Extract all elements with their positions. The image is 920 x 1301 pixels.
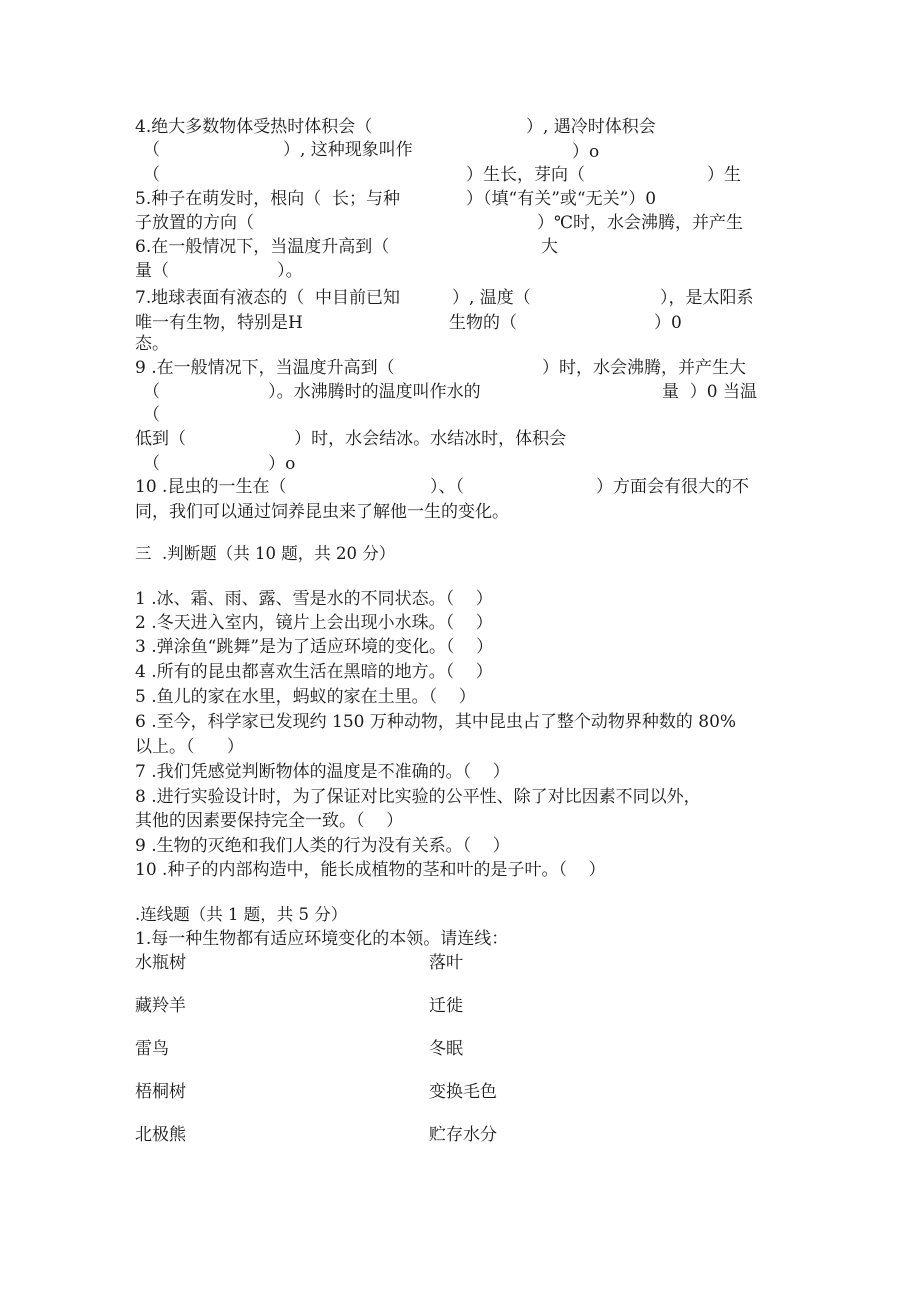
q5-line1-open: （ (143, 165, 160, 185)
q9-line1-text: 9 .在一般情况下，当温度升高到（ (135, 358, 395, 378)
q9-line5-text: （ ）o (143, 454, 296, 474)
q9-line2-text: （ ）。水沸腾时的温度叫作水的 (143, 382, 481, 402)
q7-line2-text: 唯一有生物，特别是H (135, 313, 303, 333)
judgment-heading: 三 .判断题（共 10 题，共 20 分） (135, 544, 396, 563)
q7-line2-end: ）0 (654, 313, 682, 333)
q5-line3-tail: ）℃时，水会沸腾，并产生 (537, 213, 744, 233)
matching-right-item: 贮存水分 (429, 1125, 497, 1145)
matching-left-item: 雷鸟 (135, 1039, 169, 1059)
q10-line1-end: ）方面会有很大的不 (596, 477, 749, 497)
q5-line2-tail: ）（填“有关”或“无关”）0 (466, 189, 657, 209)
q4-line1-text: 4.绝大多数物体受热时体积会（ (135, 117, 373, 137)
q5-line2-text: 5.种子在萌发时，根向（ 长；与种 (135, 189, 401, 209)
matching-left-item: 水瓶树 (135, 953, 186, 973)
matching-left-item: 梧桐树 (135, 1082, 186, 1102)
q6-line1-text: 6.在一般情况下，当温度升高到（ (135, 237, 390, 257)
q7-line1-end: ），是太阳系 (660, 288, 754, 308)
judgment-item-8: 8 .进行实验设计时，为了保证对比实验的公平性、除了对比因素不同以外， (135, 787, 701, 807)
judgment-item-9: 9 .生物的灭绝和我们人类的行为没有关系。（ ） (135, 836, 510, 856)
q7-line2-mid: 生物的（ (449, 313, 517, 333)
q10-line1-text: 10 .昆虫的一生在（ (135, 477, 287, 497)
q10-line1-mid: ）、（ (430, 477, 464, 497)
q9-line3-text: （ (143, 405, 160, 425)
judgment-item-4: 4 .所有的昆虫都喜欢生活在黑暗的地方。（ ） (135, 662, 493, 682)
matching-left-item: 藏羚羊 (135, 996, 186, 1016)
q6-line2-text: 量（ ）。 (135, 261, 303, 281)
q5-line1-mid: ）生长，芽向（ (466, 165, 585, 185)
q6-line1-tail: 大 (541, 237, 558, 257)
q7-line3-text: 态。 (135, 334, 169, 354)
judgment-item-6-cont: 以上。（ ） (135, 737, 244, 757)
judgment-item-6: 6 .至今，科学家已发现约 150 万种动物，其中昆虫占了整个动物界种数的 80% (135, 712, 737, 732)
q4-line2-end: ）o (572, 142, 600, 162)
matching-left-item: 北极熊 (135, 1125, 186, 1145)
q4-line1-tail: ）, 遇冷时体积会 (526, 117, 656, 137)
matching-prompt: 1.每一种生物都有适应环境变化的本领。请连线： (135, 929, 509, 949)
q4-line2-mid: ）, 这种现象叫作 (283, 140, 413, 160)
judgment-item-8-cont: 其他的因素要保持完全一致。（ ） (135, 811, 404, 831)
matching-right-item: 冬眠 (429, 1039, 463, 1059)
judgment-item-7: 7 .我们凭感觉判断物体的温度是不准确的。（ ） (135, 762, 510, 782)
matching-right-item: 落叶 (429, 953, 463, 973)
judgment-item-10: 10 .种子的内部构造中，能长成植物的茎和叶的是子叶。（ ） (135, 860, 606, 880)
judgment-item-5: 5 .鱼儿的家在水里，蚂蚁的家在土里。（ ） (135, 687, 476, 707)
judgment-item-2: 2 .冬天进入室内，镜片上会出现小水珠。（ ） (135, 613, 493, 633)
q5-line3-text: 子放置的方向（ (135, 213, 254, 233)
matching-heading: .连线题（共 1 题，共 5 分） (135, 905, 348, 924)
matching-right-item: 变换毛色 (429, 1082, 497, 1102)
q9-line2-tail: 量 ）0 当温 (662, 382, 758, 402)
judgment-item-1: 1 .冰、霜、雨、露、雪是水的不同状态。（ ） (135, 589, 493, 609)
matching-right-item: 迁徙 (429, 996, 463, 1016)
q7-line1-text: 7.地球表面有液态的（ 中目前已知 (135, 288, 401, 308)
q5-line1-end: ）生 (707, 165, 741, 185)
q7-line1-mid: ）, 温度（ (452, 288, 531, 308)
judgment-item-3: 3 .弹涂鱼“跳舞”是为了适应环境的变化。（ ） (135, 637, 494, 657)
q9-line1-tail: ）时，水会沸腾，并产生大 (542, 358, 746, 378)
q4-line2-open: （ (143, 140, 160, 160)
q10-line2-text: 同，我们可以通过饲养昆虫来了解他一生的变化。 (135, 502, 509, 522)
q9-line4-text: 低到（ ）时，水会结冰。水结冰时，体积会 (135, 429, 567, 449)
